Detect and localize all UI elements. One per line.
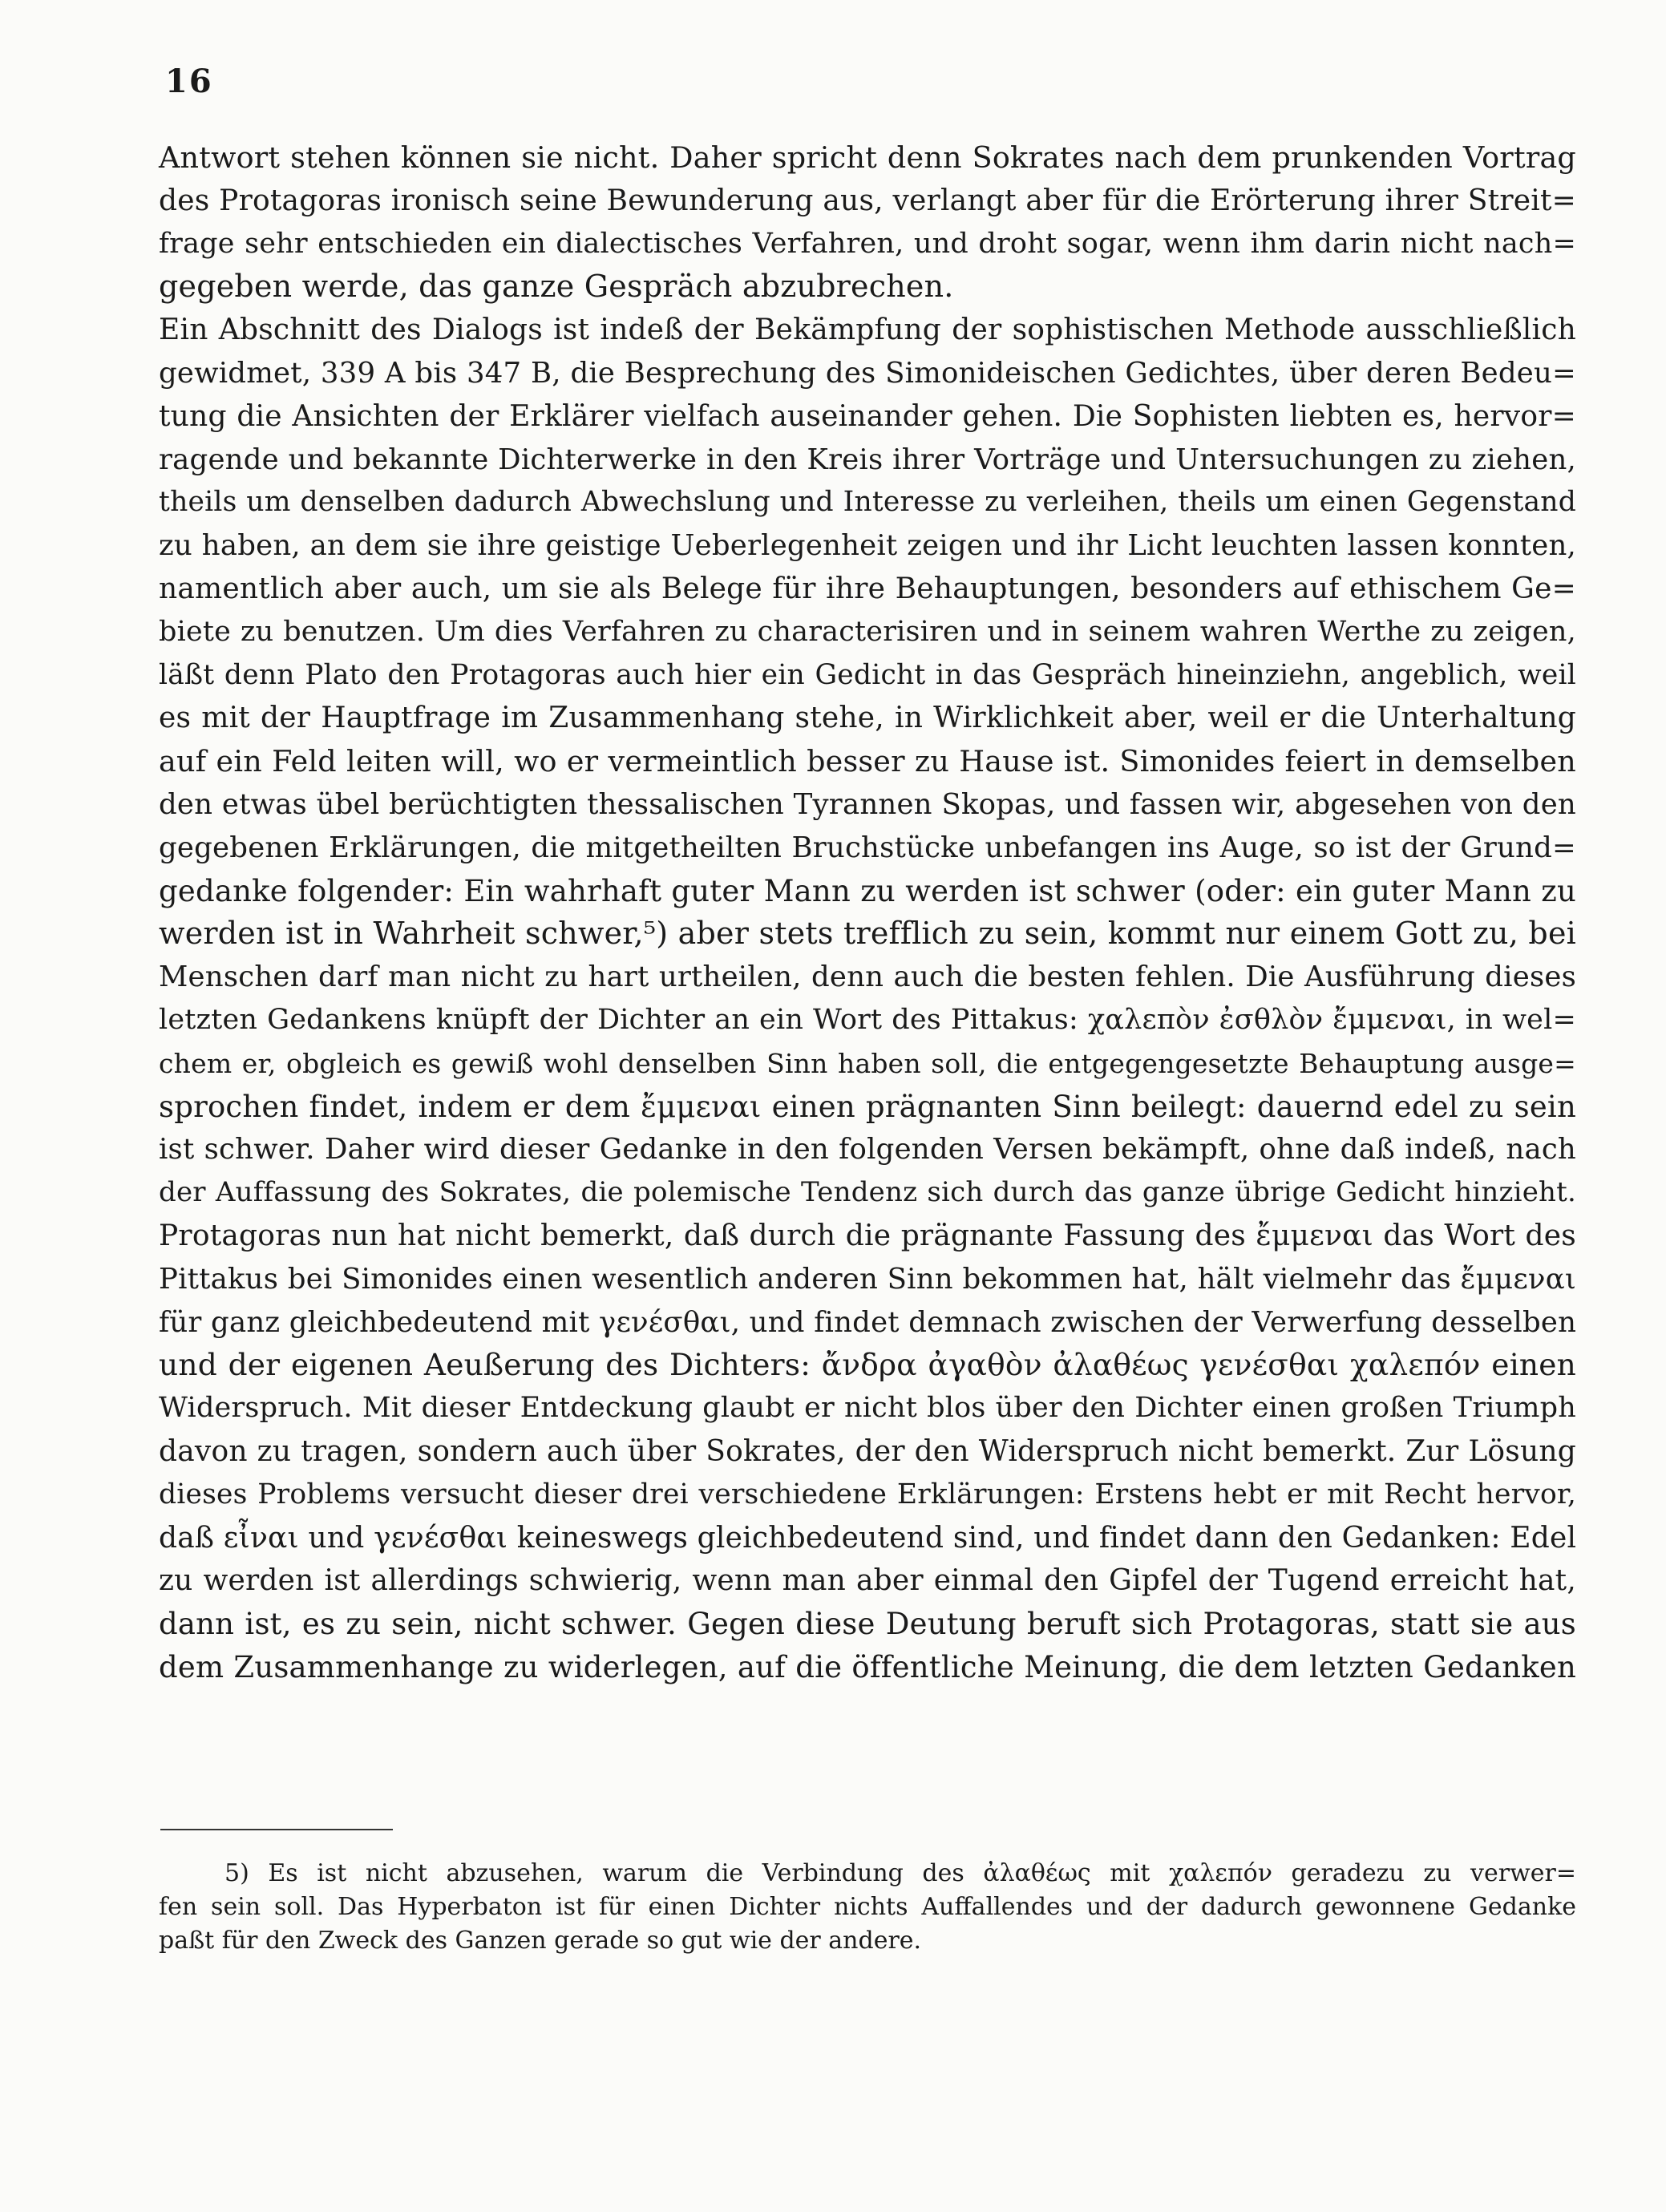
footnote bbox=[159, 1857, 1576, 1958]
text-line: auf ein Feld leiten will, wo er vermeintlich besser zu Hause ist. Simonides feiert in demselben bbox=[159, 744, 1576, 779]
text-line: Widerspruch. Mit dieser Entdeckung glaubt er nicht blos über den Dichter einen großen Triumph bbox=[159, 1392, 1576, 1425]
text-line: Protagoras nun hat nicht bemerkt, daß durch die prägnante Fassung des ἔμμεναι das Wort des bbox=[159, 1219, 1576, 1252]
footnote-line: paßt für den Zweck des Ganzen gerade so gut wie der andere. bbox=[159, 1927, 922, 1955]
text-line: den etwas übel berüchtigten thessalischen Tyrannen Skopas, und fassen wir, abgesehen von den bbox=[159, 787, 1576, 821]
text-line: namentlich aber auch, um sie als Belege für ihre Behauptungen, besonders auf ethischem Ge= bbox=[159, 572, 1576, 605]
text-line: gewidmet, 339 A bis 347 B, die Besprechung des Simonideischen Gedichtes, über deren Bedeu= bbox=[159, 356, 1576, 390]
text-line: Menschen darf man nicht zu hart urtheilen, denn auch die besten fehlen. Die Ausführung dieses bbox=[159, 960, 1576, 994]
text-line: und der eigenen Aeußerung des Dichters: ἄνδρα ἀγαθὸν ἀλαθέως γενέσθαι χαλεπόν einen bbox=[159, 1347, 1576, 1383]
footnote-divider bbox=[160, 1829, 393, 1830]
text-line: der Auffassung des Sokrates, die polemische Tendenz sich durch das ganze übrige Gedicht hinzieht. bbox=[159, 1176, 1576, 1209]
text-line: Antwort stehen können sie nicht. Daher spricht denn Sokrates nach dem prunkenden Vortrag bbox=[159, 140, 1576, 175]
text-line: dem Zusammenhange zu widerlegen, auf die öffentliche Meinung, die dem letzten Gedanken bbox=[159, 1649, 1576, 1684]
text-line: Ein Abschnitt des Dialogs ist indeß der Bekämpfung der sophistischen Methode ausschließlich bbox=[159, 313, 1576, 347]
text-line: biete zu benutzen. Um dies Verfahren zu characterisiren und in seinem wahren Werthe zu zeigen, bbox=[159, 615, 1576, 648]
text-line: läßt denn Plato den Protagoras auch hier ein Gedicht in das Gespräch hineinziehn, angeblich, weil bbox=[159, 658, 1576, 691]
text-line: für ganz gleichbedeutend mit γενέσθαι, und findet demnach zwischen der Verwerfung desselben bbox=[159, 1305, 1577, 1339]
text-line: zu werden ist allerdings schwierig, wenn man aber einmal den Gipfel der Tugend erreicht hat, bbox=[159, 1564, 1576, 1598]
text-line: ragende und bekannte Dichterwerke in den Kreis ihrer Vorträge und Untersuchungen zu ziehen, bbox=[159, 443, 1576, 476]
text-line: tung die Ansichten der Erklärer vielfach auseinander gehen. Die Sophisten liebten es, hervor= bbox=[159, 399, 1576, 433]
text-line: frage sehr entschieden ein dialectisches Verfahren, und droht sogar, wenn ihm darin nicht nach= bbox=[159, 227, 1576, 260]
text-line: davon zu tragen, sondern auch über Sokrates, der den Widerspruch nicht bemerkt. Zur Lösung bbox=[159, 1434, 1576, 1468]
text-line: zu haben, an dem sie ihre geistige Ueberlegenheit zeigen und ihr Licht leuchten lassen konnten, bbox=[159, 529, 1576, 563]
text-line: dann ist, es zu sein, nicht schwer. Gegen diese Deutung beruft sich Protagoras, statt sie aus bbox=[159, 1607, 1576, 1642]
footnote-line: fen sein soll. Das Hyperbaton ist für einen Dichter nichts Auffallendes und der dadurch gewonnene Gedanke bbox=[159, 1893, 1576, 1921]
text-line: sprochen findet, indem er dem ἔμμεναι einen prägnanten Sinn beilegt: dauernd edel zu sein bbox=[159, 1089, 1576, 1124]
text-line: gegebenen Erklärungen, die mitgetheilten Bruchstücke unbefangen ins Auge, so ist der Grund= bbox=[159, 831, 1576, 864]
main-text bbox=[159, 136, 1576, 1689]
text-line: theils um denselben dadurch Abwechslung und Interesse zu verleihen, theils um einen Gegenstand bbox=[159, 486, 1576, 519]
text-line: gedanke folgender: Ein wahrhaft guter Mann zu werden ist schwer (oder: ein guter Mann zu bbox=[159, 873, 1576, 908]
text-line: Pittakus bei Simonides einen wesentlich anderen Sinn bekommen hat, hält vielmehr das ἔμμεναι bbox=[159, 1262, 1576, 1296]
text-line: letzten Gedankens knüpft der Dichter an ein Wort des Pittakus: χαλεπὸν ἐσθλὸν ἔμμεναι, in wel= bbox=[159, 1003, 1576, 1036]
text-line: werden ist in Wahrheit schwer,⁵) aber stets trefflich zu sein, kommt nur einem Gott zu, bei bbox=[159, 916, 1576, 952]
text-line: gegeben werde, das ganze Gespräch abzubrechen. bbox=[159, 269, 954, 305]
text-line: dieses Problems versucht dieser drei verschiedene Erklärungen: Erstens hebt er mit Recht hervor, bbox=[159, 1478, 1576, 1510]
text-line: daß εἶναι und γενέσθαι keineswegs gleichbedeutend sind, und findet dann den Gedanken: Edel bbox=[159, 1521, 1577, 1555]
footnote-line: 5) Es ist nicht abzusehen, warum die Verbindung des ἀλαθέως mit χαλεπόν geradezu zu verwer= bbox=[224, 1859, 1576, 1887]
page-number: 16 bbox=[165, 63, 213, 100]
text-line: chem er, obgleich es gewiß wohl denselben Sinn haben soll, die entgegengesetzte Behauptung ausge= bbox=[159, 1047, 1576, 1079]
text-line: ist schwer. Daher wird dieser Gedanke in den folgenden Versen bekämpft, ohne daß indeß, nach bbox=[159, 1133, 1576, 1167]
text-line: es mit der Hauptfrage im Zusammenhang stehe, in Wirklichkeit aber, weil er die Unterhaltung bbox=[159, 702, 1576, 735]
text-line: des Protagoras ironisch seine Bewunderung aus, verlangt aber für die Erörterung ihrer Streit= bbox=[159, 184, 1576, 217]
